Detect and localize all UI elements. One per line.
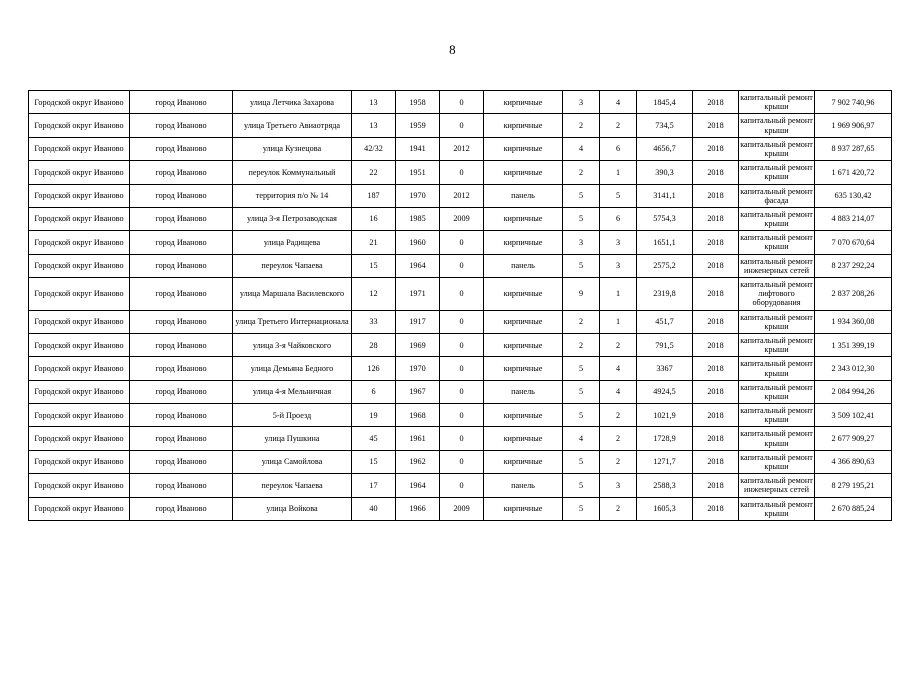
cell-municipality: Городской округ Иваново bbox=[29, 91, 130, 114]
cell-area: 3367 bbox=[637, 357, 693, 380]
page-number: 8 bbox=[449, 42, 456, 57]
cell-settlement: город Иваново bbox=[130, 357, 233, 380]
cell-work: капитальный ремонт инженерных сетей bbox=[739, 254, 815, 277]
cell-house: 17 bbox=[352, 474, 396, 497]
cell-entrances: 4 bbox=[600, 380, 637, 403]
cell-material: кирпичные bbox=[484, 137, 563, 160]
cell-area: 1728,9 bbox=[637, 427, 693, 450]
cell-street: территория п/о № 14 bbox=[233, 184, 352, 207]
cell-material: кирпичные bbox=[484, 497, 563, 520]
cell-work: капитальный ремонт крыши bbox=[739, 207, 815, 230]
cell-work: капитальный ремонт крыши bbox=[739, 497, 815, 520]
cell-year-plan: 2018 bbox=[693, 427, 739, 450]
cell-settlement: город Иваново bbox=[130, 333, 233, 356]
cell-material: кирпичные bbox=[484, 310, 563, 333]
cell-cost: 3 509 102,41 bbox=[815, 404, 892, 427]
cell-year-plan: 2018 bbox=[693, 137, 739, 160]
table-row bbox=[29, 427, 892, 450]
cell-entrances: 4 bbox=[600, 357, 637, 380]
cell-area: 390,3 bbox=[637, 161, 693, 184]
cell-year-built: 1958 bbox=[396, 91, 440, 114]
cell-floors: 5 bbox=[563, 184, 600, 207]
cell-street: улица Третьего Авиаотряда bbox=[233, 114, 352, 137]
cell-street: улица Маршала Василевского bbox=[233, 278, 352, 311]
table-row bbox=[29, 137, 892, 160]
cell-material: кирпичные bbox=[484, 278, 563, 311]
table-row bbox=[29, 333, 892, 356]
cell-floors: 5 bbox=[563, 254, 600, 277]
cell-area: 2319,8 bbox=[637, 278, 693, 311]
cell-municipality: Городской округ Иваново bbox=[29, 497, 130, 520]
cell-settlement: город Иваново bbox=[130, 184, 233, 207]
cell-area: 734,5 bbox=[637, 114, 693, 137]
cell-cost: 2 343 012,30 bbox=[815, 357, 892, 380]
cell-entrances: 2 bbox=[600, 404, 637, 427]
cell-entrances: 6 bbox=[600, 137, 637, 160]
cell-year-built: 1968 bbox=[396, 404, 440, 427]
cell-year-repair: 0 bbox=[440, 380, 484, 403]
cell-street: улица Кузнецова bbox=[233, 137, 352, 160]
cell-area: 4924,5 bbox=[637, 380, 693, 403]
cell-work: капитальный ремонт крыши bbox=[739, 114, 815, 137]
cell-street: улица Демьяна Бедного bbox=[233, 357, 352, 380]
cell-area: 4656,7 bbox=[637, 137, 693, 160]
cell-house: 13 bbox=[352, 114, 396, 137]
table-row bbox=[29, 310, 892, 333]
cell-municipality: Городской округ Иваново bbox=[29, 278, 130, 311]
cell-year-plan: 2018 bbox=[693, 357, 739, 380]
cell-entrances: 4 bbox=[600, 91, 637, 114]
cell-cost: 8 237 292,24 bbox=[815, 254, 892, 277]
cell-year-built: 1951 bbox=[396, 161, 440, 184]
cell-municipality: Городской округ Иваново bbox=[29, 310, 130, 333]
cell-material: кирпичные bbox=[484, 207, 563, 230]
cell-year-built: 1960 bbox=[396, 231, 440, 254]
table-row bbox=[29, 161, 892, 184]
cell-year-plan: 2018 bbox=[693, 207, 739, 230]
cell-house: 6 bbox=[352, 380, 396, 403]
cell-entrances: 1 bbox=[600, 161, 637, 184]
table-row bbox=[29, 207, 892, 230]
cell-municipality: Городской округ Иваново bbox=[29, 137, 130, 160]
cell-year-built: 1970 bbox=[396, 184, 440, 207]
cell-year-repair: 0 bbox=[440, 114, 484, 137]
cell-year-plan: 2018 bbox=[693, 278, 739, 311]
cell-entrances: 1 bbox=[600, 278, 637, 311]
cell-street: улица Летчика Захарова bbox=[233, 91, 352, 114]
cell-floors: 2 bbox=[563, 114, 600, 137]
cell-area: 1651,1 bbox=[637, 231, 693, 254]
cell-street: 5-й Проезд bbox=[233, 404, 352, 427]
cell-work: капитальный ремонт фасада bbox=[739, 184, 815, 207]
cell-work: капитальный ремонт крыши bbox=[739, 161, 815, 184]
cell-settlement: город Иваново bbox=[130, 254, 233, 277]
cell-area: 451,7 bbox=[637, 310, 693, 333]
cell-house: 187 bbox=[352, 184, 396, 207]
cell-year-plan: 2018 bbox=[693, 450, 739, 473]
cell-street: улица 3-я Чайковского bbox=[233, 333, 352, 356]
cell-floors: 5 bbox=[563, 357, 600, 380]
cell-entrances: 2 bbox=[600, 333, 637, 356]
cell-material: кирпичные bbox=[484, 357, 563, 380]
cell-year-plan: 2018 bbox=[693, 404, 739, 427]
cell-year-repair: 0 bbox=[440, 474, 484, 497]
cell-work: капитальный ремонт крыши bbox=[739, 404, 815, 427]
cell-material: кирпичные bbox=[484, 333, 563, 356]
cell-entrances: 2 bbox=[600, 114, 637, 137]
cell-municipality: Городской округ Иваново bbox=[29, 357, 130, 380]
table-row bbox=[29, 91, 892, 114]
cell-work: капитальный ремонт инженерных сетей bbox=[739, 474, 815, 497]
cell-work: капитальный ремонт лифтового оборудования bbox=[739, 278, 815, 311]
table-body bbox=[29, 91, 892, 521]
cell-floors: 2 bbox=[563, 333, 600, 356]
cell-cost: 7 070 670,64 bbox=[815, 231, 892, 254]
cell-work: капитальный ремонт крыши bbox=[739, 137, 815, 160]
cell-floors: 2 bbox=[563, 310, 600, 333]
cell-street: улица Войкова bbox=[233, 497, 352, 520]
cell-year-repair: 2012 bbox=[440, 184, 484, 207]
cell-year-built: 1967 bbox=[396, 380, 440, 403]
cell-settlement: город Иваново bbox=[130, 114, 233, 137]
cell-material: кирпичные bbox=[484, 91, 563, 114]
cell-municipality: Городской округ Иваново bbox=[29, 254, 130, 277]
cell-settlement: город Иваново bbox=[130, 474, 233, 497]
table-row bbox=[29, 497, 892, 520]
cell-floors: 2 bbox=[563, 161, 600, 184]
cell-year-repair: 0 bbox=[440, 278, 484, 311]
cell-work: капитальный ремонт крыши bbox=[739, 310, 815, 333]
table-row bbox=[29, 114, 892, 137]
cell-cost: 4 883 214,07 bbox=[815, 207, 892, 230]
cell-settlement: город Иваново bbox=[130, 450, 233, 473]
cell-house: 40 bbox=[352, 497, 396, 520]
cell-settlement: город Иваново bbox=[130, 137, 233, 160]
cell-street: переулок Чапаева bbox=[233, 254, 352, 277]
cell-cost: 2 677 909,27 bbox=[815, 427, 892, 450]
table-row bbox=[29, 380, 892, 403]
cell-municipality: Городской округ Иваново bbox=[29, 333, 130, 356]
cell-entrances: 1 bbox=[600, 310, 637, 333]
cell-floors: 5 bbox=[563, 404, 600, 427]
cell-municipality: Городской округ Иваново bbox=[29, 404, 130, 427]
cell-area: 5754,3 bbox=[637, 207, 693, 230]
cell-house: 22 bbox=[352, 161, 396, 184]
cell-house: 21 bbox=[352, 231, 396, 254]
cell-floors: 5 bbox=[563, 474, 600, 497]
cell-work: капитальный ремонт крыши bbox=[739, 357, 815, 380]
cell-street: улица 4-я Мельничная bbox=[233, 380, 352, 403]
table-row bbox=[29, 404, 892, 427]
cell-cost: 2 084 994,26 bbox=[815, 380, 892, 403]
cell-material: кирпичные bbox=[484, 427, 563, 450]
cell-entrances: 5 bbox=[600, 184, 637, 207]
cell-cost: 1 934 360,08 bbox=[815, 310, 892, 333]
cell-settlement: город Иваново bbox=[130, 427, 233, 450]
cell-year-plan: 2018 bbox=[693, 380, 739, 403]
table-row bbox=[29, 357, 892, 380]
cell-year-repair: 0 bbox=[440, 427, 484, 450]
cell-year-repair: 0 bbox=[440, 357, 484, 380]
table-row bbox=[29, 474, 892, 497]
cell-house: 28 bbox=[352, 333, 396, 356]
cell-material: панель bbox=[484, 254, 563, 277]
cell-municipality: Городской округ Иваново bbox=[29, 450, 130, 473]
cell-settlement: город Иваново bbox=[130, 207, 233, 230]
cell-house: 126 bbox=[352, 357, 396, 380]
cell-year-built: 1964 bbox=[396, 254, 440, 277]
cell-floors: 3 bbox=[563, 91, 600, 114]
cell-year-built: 1962 bbox=[396, 450, 440, 473]
cell-street: переулок Коммунальный bbox=[233, 161, 352, 184]
cell-year-plan: 2018 bbox=[693, 497, 739, 520]
cell-area: 1271,7 bbox=[637, 450, 693, 473]
cell-entrances: 3 bbox=[600, 254, 637, 277]
cell-street: улица Третьего Интернационала bbox=[233, 310, 352, 333]
cell-year-repair: 0 bbox=[440, 450, 484, 473]
cell-settlement: город Иваново bbox=[130, 161, 233, 184]
cell-area: 2575,2 bbox=[637, 254, 693, 277]
cell-material: панель bbox=[484, 474, 563, 497]
cell-material: панель bbox=[484, 380, 563, 403]
cell-settlement: город Иваново bbox=[130, 91, 233, 114]
cell-year-repair: 0 bbox=[440, 310, 484, 333]
cell-year-repair: 0 bbox=[440, 231, 484, 254]
table-row bbox=[29, 184, 892, 207]
cell-area: 1021,9 bbox=[637, 404, 693, 427]
cell-work: капитальный ремонт крыши bbox=[739, 380, 815, 403]
cell-work: капитальный ремонт крыши bbox=[739, 333, 815, 356]
cell-floors: 5 bbox=[563, 380, 600, 403]
cell-work: капитальный ремонт крыши bbox=[739, 231, 815, 254]
cell-settlement: город Иваново bbox=[130, 310, 233, 333]
cell-cost: 635 130,42 bbox=[815, 184, 892, 207]
document-page bbox=[0, 42, 905, 682]
cell-year-repair: 0 bbox=[440, 91, 484, 114]
cell-street: переулок Чапаева bbox=[233, 474, 352, 497]
cell-floors: 5 bbox=[563, 207, 600, 230]
cell-year-built: 1961 bbox=[396, 427, 440, 450]
cell-street: улица 3-я Петрозаводская bbox=[233, 207, 352, 230]
cell-cost: 1 351 399,19 bbox=[815, 333, 892, 356]
cell-material: кирпичные bbox=[484, 231, 563, 254]
cell-municipality: Городской округ Иваново bbox=[29, 161, 130, 184]
cell-year-plan: 2018 bbox=[693, 161, 739, 184]
cell-year-repair: 2012 bbox=[440, 137, 484, 160]
cell-cost: 2 837 208,26 bbox=[815, 278, 892, 311]
cell-work: капитальный ремонт крыши bbox=[739, 427, 815, 450]
cell-year-built: 1970 bbox=[396, 357, 440, 380]
cell-municipality: Городской округ Иваново bbox=[29, 380, 130, 403]
table-container bbox=[0, 90, 905, 521]
cell-area: 1605,3 bbox=[637, 497, 693, 520]
cell-cost: 1 671 420,72 bbox=[815, 161, 892, 184]
cell-street: улица Самойлова bbox=[233, 450, 352, 473]
cell-municipality: Городской округ Иваново bbox=[29, 184, 130, 207]
cell-floors: 4 bbox=[563, 427, 600, 450]
cell-cost: 7 902 740,96 bbox=[815, 91, 892, 114]
cell-year-repair: 0 bbox=[440, 404, 484, 427]
cell-house: 45 bbox=[352, 427, 396, 450]
cell-street: улица Пушкина bbox=[233, 427, 352, 450]
cell-year-built: 1971 bbox=[396, 278, 440, 311]
cell-material: кирпичные bbox=[484, 114, 563, 137]
cell-municipality: Городской округ Иваново bbox=[29, 427, 130, 450]
cell-entrances: 2 bbox=[600, 497, 637, 520]
cell-year-repair: 2009 bbox=[440, 207, 484, 230]
cell-floors: 5 bbox=[563, 497, 600, 520]
cell-settlement: город Иваново bbox=[130, 404, 233, 427]
cell-year-repair: 0 bbox=[440, 333, 484, 356]
cell-cost: 2 670 885,24 bbox=[815, 497, 892, 520]
cell-year-plan: 2018 bbox=[693, 474, 739, 497]
cell-work: капитальный ремонт крыши bbox=[739, 450, 815, 473]
cell-year-plan: 2018 bbox=[693, 91, 739, 114]
cell-year-plan: 2018 bbox=[693, 310, 739, 333]
cell-year-built: 1969 bbox=[396, 333, 440, 356]
table-row bbox=[29, 254, 892, 277]
cell-year-built: 1966 bbox=[396, 497, 440, 520]
cell-cost: 1 969 906,97 bbox=[815, 114, 892, 137]
cell-year-built: 1985 bbox=[396, 207, 440, 230]
cell-area: 791,5 bbox=[637, 333, 693, 356]
cell-municipality: Городской округ Иваново bbox=[29, 207, 130, 230]
cell-entrances: 2 bbox=[600, 427, 637, 450]
cell-year-repair: 0 bbox=[440, 161, 484, 184]
table-row bbox=[29, 450, 892, 473]
cell-house: 42/32 bbox=[352, 137, 396, 160]
cell-municipality: Городской округ Иваново bbox=[29, 474, 130, 497]
cell-house: 33 bbox=[352, 310, 396, 333]
table-row bbox=[29, 278, 892, 311]
cell-year-plan: 2018 bbox=[693, 184, 739, 207]
cell-material: кирпичные bbox=[484, 404, 563, 427]
cell-settlement: город Иваново bbox=[130, 380, 233, 403]
cell-floors: 3 bbox=[563, 231, 600, 254]
cell-year-plan: 2018 bbox=[693, 254, 739, 277]
cell-settlement: город Иваново bbox=[130, 278, 233, 311]
cell-house: 15 bbox=[352, 254, 396, 277]
cell-municipality: Городской округ Иваново bbox=[29, 114, 130, 137]
cell-floors: 4 bbox=[563, 137, 600, 160]
cell-settlement: город Иваново bbox=[130, 497, 233, 520]
cell-area: 1845,4 bbox=[637, 91, 693, 114]
cell-street: улица Радищева bbox=[233, 231, 352, 254]
cell-year-repair: 2009 bbox=[440, 497, 484, 520]
cell-cost: 4 366 890,63 bbox=[815, 450, 892, 473]
cell-house: 12 bbox=[352, 278, 396, 311]
cell-year-built: 1941 bbox=[396, 137, 440, 160]
cell-entrances: 3 bbox=[600, 474, 637, 497]
cell-entrances: 2 bbox=[600, 450, 637, 473]
cell-work: капитальный ремонт крыши bbox=[739, 91, 815, 114]
cell-municipality: Городской округ Иваново bbox=[29, 231, 130, 254]
cell-material: кирпичные bbox=[484, 450, 563, 473]
cell-year-repair: 0 bbox=[440, 254, 484, 277]
cell-year-plan: 2018 bbox=[693, 231, 739, 254]
cell-material: кирпичные bbox=[484, 161, 563, 184]
cell-house: 15 bbox=[352, 450, 396, 473]
cell-floors: 9 bbox=[563, 278, 600, 311]
table-row bbox=[29, 231, 892, 254]
cell-year-built: 1964 bbox=[396, 474, 440, 497]
cell-area: 3141,1 bbox=[637, 184, 693, 207]
cell-house: 16 bbox=[352, 207, 396, 230]
cell-cost: 8 279 195,21 bbox=[815, 474, 892, 497]
cell-house: 13 bbox=[352, 91, 396, 114]
cell-area: 2588,3 bbox=[637, 474, 693, 497]
cell-house: 19 bbox=[352, 404, 396, 427]
cell-cost: 8 937 287,65 bbox=[815, 137, 892, 160]
cell-entrances: 3 bbox=[600, 231, 637, 254]
cell-material: панель bbox=[484, 184, 563, 207]
cell-settlement: город Иваново bbox=[130, 231, 233, 254]
cell-year-plan: 2018 bbox=[693, 333, 739, 356]
cell-year-built: 1959 bbox=[396, 114, 440, 137]
cell-year-built: 1917 bbox=[396, 310, 440, 333]
cell-entrances: 6 bbox=[600, 207, 637, 230]
capital-repair-table bbox=[28, 90, 892, 521]
cell-year-plan: 2018 bbox=[693, 114, 739, 137]
cell-floors: 5 bbox=[563, 450, 600, 473]
